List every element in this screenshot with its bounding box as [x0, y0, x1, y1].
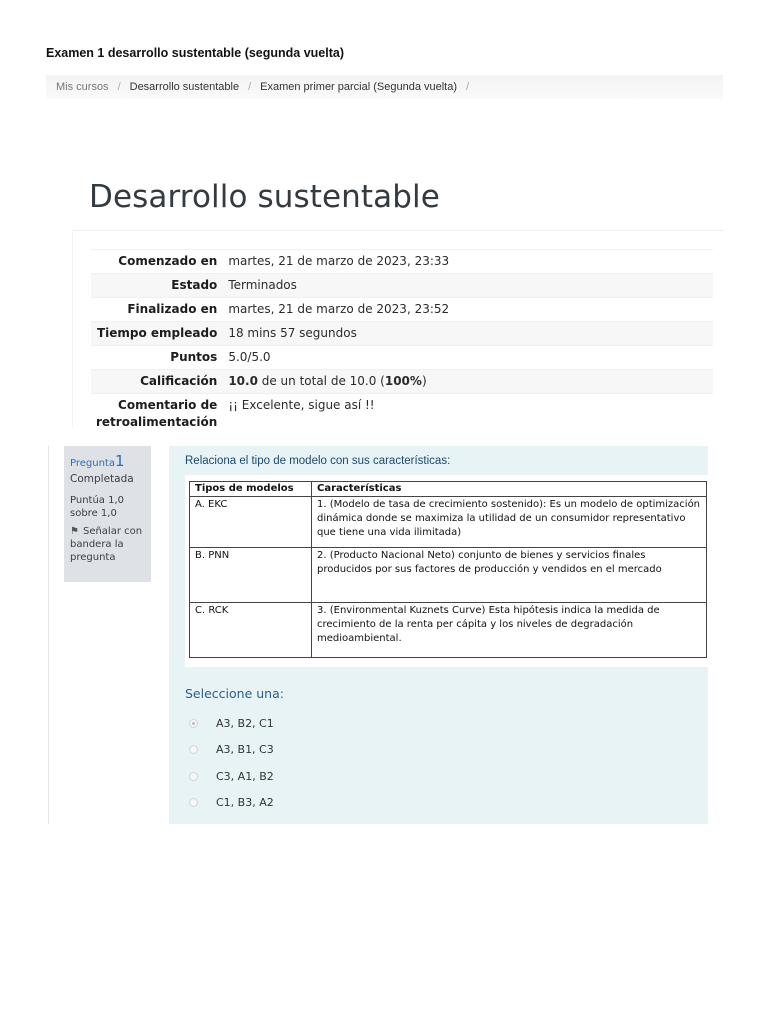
summary-row-started	[91, 250, 713, 274]
table-cell-description: 2. (Producto Nacional Neto) conjunto de bienes y servicios finales producidos por sus factores de producción y vendidos en el mercado	[312, 548, 707, 603]
answer-option[interactable]	[189, 710, 274, 737]
answer-prompt: Seleccione una:	[185, 686, 284, 701]
summary-label: Estado	[171, 278, 218, 292]
models-table	[189, 481, 707, 658]
summary-label: Finalizado en	[127, 302, 218, 316]
summary-row-feedback	[91, 394, 713, 435]
flag-question-button[interactable]	[70, 525, 145, 564]
table-cell-description: 1. (Modelo de tasa de crecimiento sostenido): Es un modelo de optimización dinámica donde se maximiza la utilidad de un consumidor representativo que tiene una vida ilimitada)	[312, 497, 707, 548]
attempt-summary	[72, 230, 724, 427]
question-number	[70, 452, 145, 470]
question-grade: Puntúa 1,0 sobre 1,0	[70, 495, 124, 519]
summary-label: Comenzado en	[118, 254, 218, 268]
table-header: Tipos de modelos	[190, 482, 312, 497]
flag-icon: ⚑	[70, 526, 79, 537]
flag-question-label: Señalar con bandera la pregunta	[70, 526, 143, 563]
summary-value: martes, 21 de marzo de 2023, 23:33	[228, 254, 450, 268]
breadcrumb-separator: /	[466, 81, 470, 93]
summary-value: 5.0/5.0	[228, 350, 271, 364]
summary-label: Tiempo empleado	[96, 326, 218, 340]
answer-option-label: C1, B3, A2	[216, 796, 274, 810]
summary-label: Calificación	[140, 374, 218, 388]
radio-icon[interactable]	[189, 798, 198, 807]
answer-option-label: C3, A1, B2	[216, 769, 274, 783]
grade-close: )	[421, 374, 427, 388]
answer-option-label: A3, B2, C1	[216, 716, 274, 730]
question-state: Completada	[70, 473, 134, 485]
table-header: Características	[312, 482, 707, 497]
summary-row-state	[91, 274, 713, 298]
divider	[48, 446, 49, 824]
table-cell-model: A. EKC	[190, 497, 312, 548]
table-cell-description: 3. (Environmental Kuznets Curve) Esta hipótesis indica la medida de crecimiento de la renta per cápita y los niveles de degradación medioambiental.	[312, 603, 707, 658]
answer-option-label: A3, B1, C3	[216, 743, 274, 757]
question-info	[64, 446, 151, 582]
summary-row-finished	[91, 298, 713, 322]
summary-row-grade	[91, 370, 713, 394]
answer-option[interactable]	[189, 737, 274, 764]
table-row	[190, 497, 707, 548]
grade-score: 10.0	[228, 374, 258, 388]
summary-label: Puntos	[170, 350, 218, 364]
question-number-label: Pregunta	[70, 458, 115, 469]
summary-value	[223, 370, 713, 394]
question-number-value: 1	[114, 452, 125, 470]
summary-label: Comentario de retroalimentación	[96, 398, 218, 429]
page-title: Desarrollo sustentable	[89, 178, 440, 215]
question-image	[185, 475, 708, 667]
question-content	[169, 446, 708, 824]
grade-total: de un total de 10.0 (	[257, 374, 385, 388]
breadcrumb-item-course[interactable]: Desarrollo sustentable	[129, 81, 240, 93]
radio-icon[interactable]	[189, 745, 198, 754]
table-header-row	[190, 482, 707, 497]
radio-icon[interactable]	[189, 772, 198, 781]
summary-value: martes, 21 de marzo de 2023, 23:52	[228, 302, 450, 316]
breadcrumb	[46, 75, 723, 99]
answer-options	[189, 710, 274, 816]
summary-row-points	[91, 346, 713, 370]
breadcrumb-separator: /	[117, 81, 121, 93]
grade-percent: 100%	[384, 374, 422, 388]
question-text: Relaciona el tipo de modelo con sus características:	[185, 455, 451, 467]
table-row	[190, 548, 707, 603]
table-cell-model: B. PNN	[190, 548, 312, 603]
summary-value: ¡¡ Excelente, sigue así !!	[228, 398, 375, 412]
summary-value: 18 mins 57 segundos	[228, 326, 357, 340]
summary-row-time	[91, 322, 713, 346]
breadcrumb-item-mis-cursos[interactable]: Mis cursos	[56, 81, 109, 93]
answer-option[interactable]	[189, 790, 274, 817]
breadcrumb-separator: /	[248, 81, 252, 93]
breadcrumb-item-exam[interactable]: Examen primer parcial (Segunda vuelta)	[260, 81, 458, 93]
table-row	[190, 603, 707, 658]
answer-option[interactable]	[189, 763, 274, 790]
radio-icon[interactable]	[189, 719, 198, 728]
document-title: Examen 1 desarrollo sustentable (segunda vuelta)	[46, 46, 345, 60]
attempt-summary-table	[91, 249, 713, 434]
summary-value: Terminados	[228, 278, 297, 292]
table-cell-model: C. RCK	[190, 603, 312, 658]
